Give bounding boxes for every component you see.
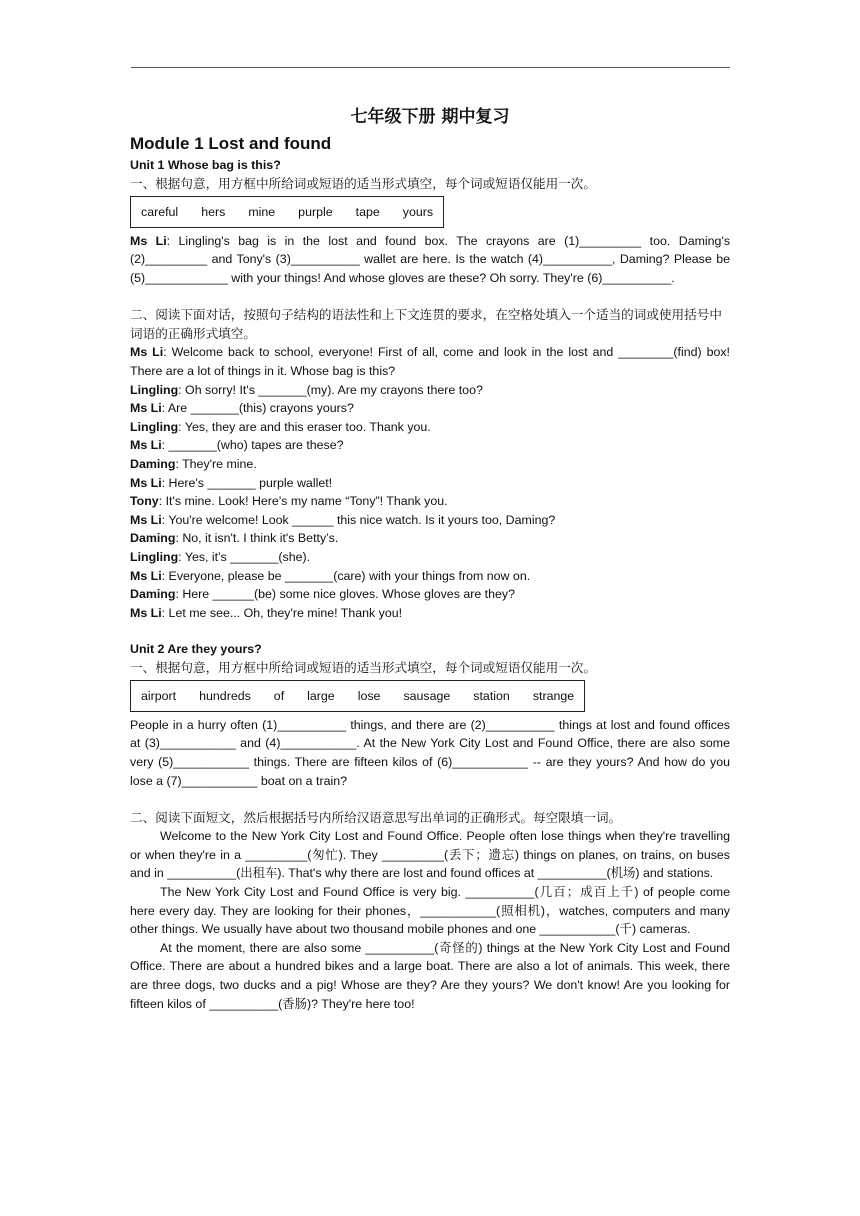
speaker: Ms Li xyxy=(130,438,162,453)
unit1-word-bank xyxy=(130,196,444,228)
unit1-dialogue xyxy=(130,381,730,623)
dialogue-text: : You're welcome! Look ______ this nice watch. Is it yours too, Daming? xyxy=(161,512,556,527)
dialogue-line xyxy=(130,511,730,530)
speaker: Ms Li xyxy=(130,345,164,360)
unit1-part1-instruction: 一、根据句意，用方框中所给词或短语的适当形式填空，每个词或短语仅能用一次。 xyxy=(130,176,596,191)
word-bank-item: strange xyxy=(532,689,575,704)
dialogue-text: : No, it isn't. I think it's Betty’s. xyxy=(175,531,339,546)
dialogue-text: : Let me see... Oh, they're mine! Thank you! xyxy=(161,605,403,620)
speaker: Tony xyxy=(130,494,159,509)
word-bank-item: station xyxy=(473,689,510,704)
unit1-passage xyxy=(130,232,730,288)
word-bank-item: sausage xyxy=(403,689,451,704)
dialogue-text: : _______(who) tapes are these? xyxy=(161,438,344,453)
speaker: Daming xyxy=(130,456,176,471)
speaker: Ms Li xyxy=(130,605,162,620)
dialogue-line xyxy=(130,604,730,623)
speaker: Lingling xyxy=(130,549,179,564)
word-bank-item: airport xyxy=(141,689,177,704)
dialogue-line xyxy=(130,529,730,548)
dialogue-text: : Here's _______ purple wallet! xyxy=(161,475,333,490)
dialogue-line xyxy=(130,585,730,604)
speaker: Lingling xyxy=(130,419,179,434)
dialogue-text: : They're mine. xyxy=(175,456,257,471)
dialogue-text: : It's mine. Look! Here's my name “Tony”! Thank you. xyxy=(158,494,448,509)
header-rule xyxy=(131,67,730,68)
word-bank-item: yours xyxy=(402,205,434,219)
reading-paragraph: Welcome to the New York City Lost and Found Office. People often lose things when they're travelling or when they're in a _________(匆忙). They _________(丢下；遗忘) things on planes, on trains, on buses and in __________(出租车). That's why there are lost and found offices at __________(机场) and stations. xyxy=(130,829,730,881)
unit2-passage: People in a hurry often (1)__________ things, and there are (2)__________ things at lost and found offices at (3)___________ and (4)___________. At the New York City Lost and Found Office, there are also some very (5)___________ things. There are fifteen kilos of (6)___________ -- are they yours? And how do you lose a (7)___________ boat on a train? xyxy=(130,717,730,788)
worksheet xyxy=(130,104,730,1013)
dialogue-text: : Are _______(this) crayons yours? xyxy=(161,401,354,416)
dialogue-text: : Oh sorry! It's _______(my). Are my crayons there too? xyxy=(178,382,483,397)
word-bank-item: mine xyxy=(248,205,276,219)
dialogue-line xyxy=(130,399,730,418)
dialogue-text: : Yes, they are and this eraser too. Thank you. xyxy=(178,419,431,434)
speaker: Ms Li xyxy=(130,568,162,583)
word-bank-item: purple xyxy=(298,205,333,219)
unit2-heading: Unit 2 Are they yours? xyxy=(130,642,262,657)
dialogue-text: : Here ______(be) some nice gloves. Whose gloves are they? xyxy=(175,587,515,602)
dialogue-text: : Yes, it's _______(she). xyxy=(178,549,311,564)
unit2-part2-instruction: 二、阅读下面短文，然后根据括号内所给汉语意思写出单词的正确形式。每空限填一词。 xyxy=(130,810,622,826)
unit1-heading: Unit 1 Whose bag is this? xyxy=(130,158,281,172)
dialogue-line xyxy=(130,381,730,400)
dialogue-line xyxy=(130,455,730,474)
unit2-reading xyxy=(130,827,730,1013)
dialogue-text: : Welcome back to school, everyone! First of all, come and look in the lost and ________(find) box! There are a lot of things in it. Whose bag is this? xyxy=(130,345,731,378)
speaker: Ms Li xyxy=(130,233,167,248)
speaker: Ms Li xyxy=(130,512,162,527)
dialogue-line xyxy=(130,474,730,493)
reading-paragraph: At the moment, there are also some __________(奇怪的) things at the New York City Lost and Found Office. There are about a hundred bikes and a large boat. There are also a lot of animals. This week, there are three dogs, two ducks and a pig! Whose are they? Are they yours? We don't know! Are you looking for fifteen kilos of __________(香肠)? They're here too! xyxy=(130,940,730,1011)
page-title: 七年级下册 期中复习 xyxy=(350,107,510,127)
speaker: Daming xyxy=(130,531,176,546)
speaker: Ms Li xyxy=(130,401,162,416)
dialogue-line xyxy=(130,548,730,567)
dialogue-line xyxy=(130,343,730,380)
passage-text: : Lingling's bag is in the lost and found box. The crayons are (1)_________ too. Daming's (2)_________ and Tony's (3)__________ wallet are here. Is the watch (4)__________, Daming? Please be (5)____________ with your things! And whose gloves are these? Oh sorry. They're (6)__________. xyxy=(130,233,731,285)
word-bank-item: careful xyxy=(141,205,179,219)
dialogue-line xyxy=(130,492,730,511)
dialogue-line xyxy=(130,418,730,437)
speaker: Daming xyxy=(130,587,176,602)
word-bank-item: hers xyxy=(201,205,226,219)
word-bank-item: tape xyxy=(355,205,380,219)
speaker: Ms Li xyxy=(130,475,162,490)
reading-paragraph: The New York City Lost and Found Office is very big. __________(几百；成百上千) of people come here every day. They are looking for their phones，___________(照相机)，watches, computers and many other things. We usually have about two thousand mobile phones and one ___________(千) cameras. xyxy=(130,885,730,937)
word-bank-item: of xyxy=(273,689,285,704)
word-bank-item: lose xyxy=(357,689,381,704)
dialogue-text: : Everyone, please be _______(care) with your things from now on. xyxy=(161,568,531,583)
speaker: Lingling xyxy=(130,382,179,397)
unit2-word-bank xyxy=(130,680,585,712)
unit2-part1-instruction: 一、根据句意，用方框中所给词或短语的适当形式填空，每个词或短语仅能用一次。 xyxy=(130,660,596,676)
word-bank-item: large xyxy=(307,689,335,704)
word-bank-item: hundreds xyxy=(199,689,251,704)
dialogue-line xyxy=(130,567,730,586)
module-heading: Module 1 Lost and found xyxy=(130,134,332,153)
dialogue-line xyxy=(130,436,730,455)
unit1-part2-instruction: 二、阅读下面对话，按照句子结构的语法性和上下文连贯的要求，在空格处填入一个适当的词或使用括号中词语的正确形式填空。 xyxy=(130,307,722,342)
